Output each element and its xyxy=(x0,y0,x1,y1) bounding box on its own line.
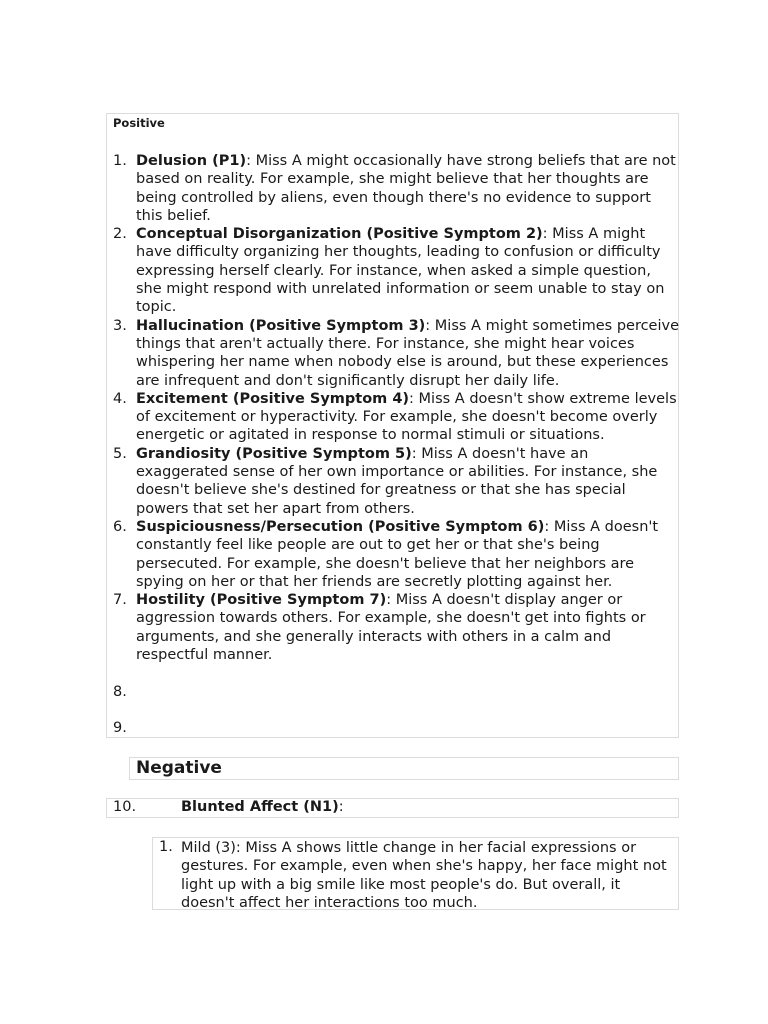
item-text: : Miss A doesn't display anger or aggression towards others. For example, she doesn't get into fights or arguments, and she generally interacts with others in a calm and respectful manner. xyxy=(136,592,646,664)
item-term: Hallucination (Positive Symptom 3) xyxy=(136,317,426,334)
item-term: Hostility (Positive Symptom 7) xyxy=(136,592,387,609)
negative-heading-box xyxy=(129,757,679,780)
term-suffix: : xyxy=(338,799,344,815)
item-term: Delusion (P1) xyxy=(136,153,247,169)
item-term: Grandiosity (Positive Symptom 5) xyxy=(136,445,412,462)
item-text: : Miss A might have difficulty organizing her thoughts, leading to confusion or difficulty expressing herself clearly. For instance, when asked a simple question, she might respond with unrelated information or seem unable to stay on topic. xyxy=(136,226,665,316)
mild-sub-item-box xyxy=(152,837,679,910)
item-number: 9. xyxy=(113,720,127,737)
item-number: 8. xyxy=(113,683,127,700)
blunted-affect-term xyxy=(181,799,344,815)
list-item-empty xyxy=(107,683,679,701)
item-text: : Miss A might sometimes perceive things that aren't actually there. For instance, she might hear voices whispering her name when nobody else is around, but these experiences are infrequent and don't significantly disrupt her daily life. xyxy=(136,317,680,389)
item-term: Suspiciousness/Persecution (Positive Symptom 6) xyxy=(136,518,545,535)
item-number: 3. xyxy=(113,317,127,334)
item-number: 1. xyxy=(113,153,127,169)
item-number: 2. xyxy=(113,226,127,243)
sub-item-number: 1. xyxy=(159,839,173,855)
term-label: Blunted Affect (N1) xyxy=(181,799,339,815)
list-item xyxy=(107,390,679,445)
item-number: 4. xyxy=(113,390,127,407)
list-item xyxy=(107,152,679,225)
list-item xyxy=(107,317,679,390)
negative-heading: Negative xyxy=(136,758,222,778)
item-term: Excitement (Positive Symptom 4) xyxy=(136,390,410,407)
list-item-empty xyxy=(107,719,679,737)
positive-section xyxy=(106,113,679,738)
item-number: 7. xyxy=(113,592,127,609)
positive-label: Positive xyxy=(113,116,165,130)
item-number: 10. xyxy=(113,799,137,815)
positive-symptom-list xyxy=(107,152,679,738)
blunted-affect-row xyxy=(106,798,679,818)
list-item xyxy=(107,591,679,664)
item-text: : Miss A doesn't have an exaggerated sense of her own importance or abilities. For instance, she doesn't believe she's destined for greatness or that she has special powers that set her apart from others. xyxy=(136,445,658,517)
item-text: : Miss A doesn't show extreme levels of excitement or hyperactivity. For example, she doesn't become overly energetic or agitated in response to normal stimuli or situations. xyxy=(136,390,677,444)
item-text: : Miss A doesn't constantly feel like people are out to get her or that she's being persecuted. For example, she doesn't believe that her neighbors are spying on her or that her friends are secretly plotting against her. xyxy=(136,518,659,590)
sub-item-text: Mild (3): Miss A shows little change in her facial expressions or gestures. For example, even when she's happy, her face might not light up with a big smile like most people's do. But overall, it doesn't affect her interactions too much. xyxy=(181,840,667,911)
item-term: Conceptual Disorganization (Positive Symptom 2) xyxy=(136,226,543,243)
item-text: : Miss A might occasionally have strong beliefs that are not based on reality. For example, she might believe that her thoughts are being controlled by aliens, even though there's no evidence to support this belief. xyxy=(136,153,676,224)
list-item xyxy=(107,445,679,518)
item-number: 5. xyxy=(113,445,127,462)
item-number: 6. xyxy=(113,518,127,535)
list-item xyxy=(107,518,679,591)
list-item xyxy=(107,225,679,316)
